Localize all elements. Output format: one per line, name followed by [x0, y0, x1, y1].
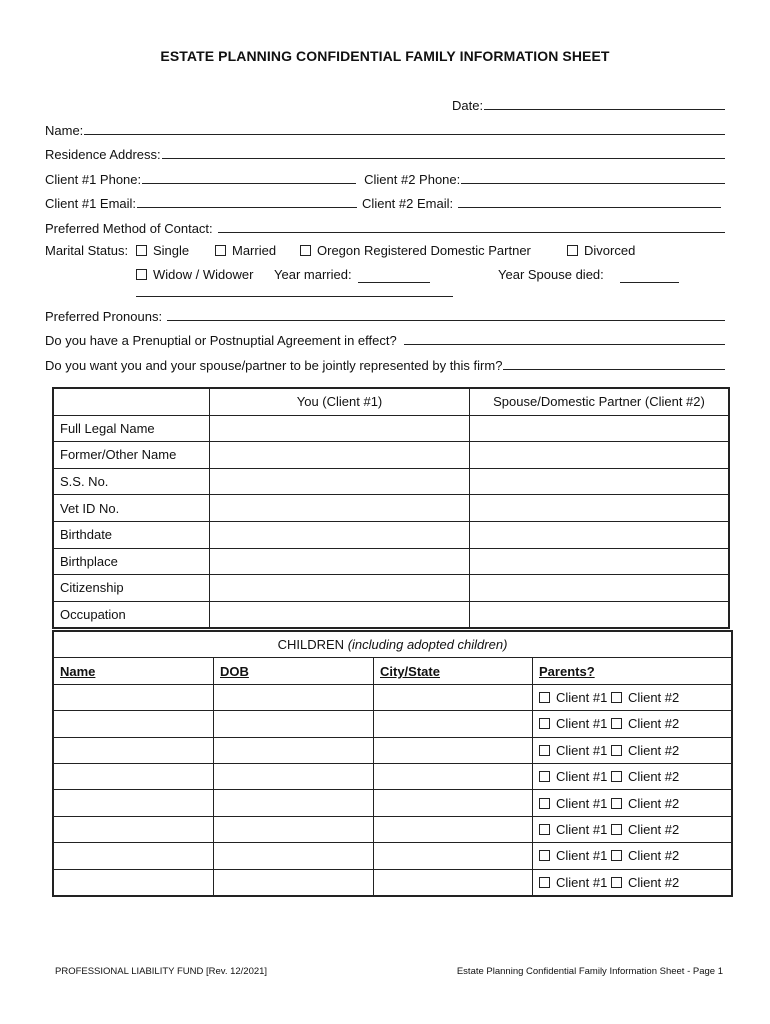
client1-cell[interactable] [210, 415, 470, 442]
table-row [53, 790, 732, 816]
name-label: Name: [45, 123, 84, 138]
child-dob-cell[interactable] [214, 737, 374, 763]
contact-row [45, 218, 725, 236]
child-name-cell[interactable] [53, 737, 214, 763]
marital-option-domestic-partner[interactable]: Oregon Registered Domestic Partner [300, 243, 531, 258]
marital-option-single[interactable]: Single [136, 243, 189, 258]
client-info-table [52, 387, 730, 629]
table-row [53, 521, 729, 548]
checkbox-icon[interactable] [539, 771, 550, 782]
child-name-cell[interactable] [53, 869, 214, 896]
checkbox-icon[interactable] [539, 745, 550, 756]
child-name-cell[interactable] [53, 763, 214, 789]
child-city-cell[interactable] [374, 869, 533, 896]
client2-cell[interactable] [470, 442, 730, 469]
parent-option-client1[interactable]: Client #1 [539, 796, 607, 811]
checkbox-icon[interactable] [611, 771, 622, 782]
parent-option-client1[interactable]: Client #1 [539, 769, 607, 784]
marital-option-widow[interactable]: Widow / Widower [136, 267, 253, 282]
checkbox-icon[interactable] [611, 850, 622, 861]
children-title: CHILDREN (including adopted children) [53, 631, 732, 658]
joint-row [45, 355, 725, 373]
client1-email-label: Client #1 Email: [45, 196, 137, 211]
child-city-cell[interactable] [374, 843, 533, 869]
parent-option-client1[interactable]: Client #1 [539, 743, 607, 758]
client1-cell[interactable] [210, 548, 470, 575]
parent-option-client1[interactable]: Client #1 [539, 716, 607, 731]
child-parents-cell [533, 790, 733, 816]
parent-option-client2[interactable]: Client #2 [611, 822, 679, 837]
pronouns-row [45, 306, 725, 324]
contact-method-field[interactable] [218, 231, 725, 233]
parent-option-client2[interactable]: Client #2 [611, 743, 679, 758]
child-name-cell[interactable] [53, 711, 214, 737]
marital-extra-line[interactable] [136, 296, 453, 297]
parent-option-client2[interactable]: Client #2 [611, 690, 679, 705]
date-field[interactable] [484, 108, 725, 110]
child-name-cell[interactable] [53, 843, 214, 869]
footer-left: PROFESSIONAL LIABILITY FUND [Rev. 12/2021] [55, 966, 268, 977]
child-dob-cell[interactable] [214, 684, 374, 710]
child-name-cell[interactable] [53, 790, 214, 816]
year-married-field[interactable] [358, 282, 430, 283]
parent-option-client2[interactable]: Client #2 [611, 875, 679, 890]
parent-option-client2[interactable]: Client #2 [611, 796, 679, 811]
joint-field[interactable] [503, 368, 725, 370]
name-field[interactable] [84, 133, 725, 135]
checkbox-icon[interactable] [215, 245, 226, 256]
child-city-cell[interactable] [374, 737, 533, 763]
table-row [53, 816, 732, 842]
table-header-cell [53, 388, 210, 415]
row-label: Occupation [53, 601, 210, 628]
checkbox-icon[interactable] [539, 850, 550, 861]
child-parents-cell [533, 684, 733, 710]
table-row [53, 843, 732, 869]
checkbox-icon[interactable] [539, 798, 550, 809]
client1-cell[interactable] [210, 495, 470, 522]
table-row [53, 869, 732, 896]
year-spouse-died-field[interactable] [620, 282, 679, 283]
footer-right: Estate Planning Confidential Family Information Sheet - Page 1 [456, 966, 723, 977]
client2-cell[interactable] [470, 415, 730, 442]
child-city-cell[interactable] [374, 763, 533, 789]
residence-label: Residence Address: [45, 147, 161, 162]
child-city-cell[interactable] [374, 684, 533, 710]
table-header-cell: You (Client #1) [210, 388, 470, 415]
row-label: Full Legal Name [53, 415, 210, 442]
child-dob-cell[interactable] [214, 763, 374, 789]
row-label: S.S. No. [53, 468, 210, 495]
children-header-row [53, 658, 732, 684]
client1-cell[interactable] [210, 442, 470, 469]
row-label: Birthplace [53, 548, 210, 575]
child-parents-cell [533, 816, 733, 842]
child-dob-cell[interactable] [214, 711, 374, 737]
child-dob-cell[interactable] [214, 816, 374, 842]
email-row [45, 193, 721, 211]
client2-cell[interactable] [470, 521, 730, 548]
row-label: Citizenship [53, 575, 210, 602]
checkbox-icon[interactable] [567, 245, 578, 256]
client1-cell[interactable] [210, 575, 470, 602]
checkbox-icon[interactable] [539, 692, 550, 703]
child-dob-cell[interactable] [214, 790, 374, 816]
year-spouse-died-label: Year Spouse died: [498, 267, 604, 282]
checkbox-icon[interactable] [300, 245, 311, 256]
table-row [53, 601, 729, 628]
checkbox-icon[interactable] [611, 745, 622, 756]
pronouns-label: Preferred Pronouns: [45, 309, 163, 324]
child-dob-cell[interactable] [214, 843, 374, 869]
marital-option-divorced[interactable]: Divorced [567, 243, 635, 258]
child-parents-cell [533, 843, 733, 869]
prenup-row [45, 330, 725, 348]
residence-field[interactable] [162, 157, 725, 159]
table-header-cell: Parents? [533, 658, 733, 684]
table-header-cell: Name [53, 658, 214, 684]
child-name-cell[interactable] [53, 684, 214, 710]
client2-cell[interactable] [470, 468, 730, 495]
marital-status-label: Marital Status: [45, 243, 129, 258]
name-row [45, 120, 725, 138]
date-row [452, 95, 725, 113]
checkbox-icon[interactable] [611, 718, 622, 729]
client2-cell[interactable] [470, 495, 730, 522]
pronouns-field[interactable] [167, 319, 725, 321]
parent-option-client1[interactable]: Client #1 [539, 690, 607, 705]
client2-cell[interactable] [470, 601, 730, 628]
client2-phone-field[interactable] [461, 182, 725, 184]
checkbox-icon[interactable] [611, 798, 622, 809]
table-row [53, 415, 729, 442]
client2-email-label: Client #2 Email: [362, 196, 454, 211]
children-rows [53, 684, 732, 896]
parent-option-client1[interactable]: Client #1 [539, 875, 607, 890]
child-name-cell[interactable] [53, 816, 214, 842]
client1-phone-label: Client #1 Phone: [45, 172, 142, 187]
checkbox-icon[interactable] [611, 692, 622, 703]
table-row [53, 468, 729, 495]
table-row [53, 495, 729, 522]
child-parents-cell [533, 869, 733, 896]
parent-option-client1[interactable]: Client #1 [539, 822, 607, 837]
table-row [53, 737, 732, 763]
child-parents-cell [533, 737, 733, 763]
marital-option-married[interactable]: Married [215, 243, 276, 258]
joint-label: Do you want you and your spouse/partner to be jointly represented by this firm? [45, 358, 503, 373]
client1-email-field[interactable] [137, 206, 357, 208]
prenup-label: Do you have a Prenuptial or Postnuptial Agreement in effect? [45, 333, 397, 348]
children-table [52, 630, 733, 897]
checkbox-icon[interactable] [136, 269, 147, 280]
parent-option-client1[interactable]: Client #1 [539, 848, 607, 863]
child-parents-cell [533, 763, 733, 789]
checkbox-icon[interactable] [136, 245, 147, 256]
client2-email-field[interactable] [458, 206, 721, 208]
phone-row [45, 169, 725, 187]
child-dob-cell[interactable] [214, 869, 374, 896]
table-header-cell: Spouse/Domestic Partner (Client #2) [470, 388, 730, 415]
client1-cell[interactable] [210, 601, 470, 628]
contact-method-label: Preferred Method of Contact: [45, 221, 213, 236]
table-row [53, 763, 732, 789]
table-header-row [53, 388, 729, 415]
client1-cell[interactable] [210, 468, 470, 495]
child-city-cell[interactable] [374, 711, 533, 737]
table-row [53, 442, 729, 469]
client2-phone-label: Client #2 Phone: [364, 172, 461, 187]
child-city-cell[interactable] [374, 816, 533, 842]
year-married-label: Year married: [274, 267, 352, 282]
page-title: ESTATE PLANNING CONFIDENTIAL FAMILY INFORMATION SHEET [160, 48, 610, 64]
row-label: Vet ID No. [53, 495, 210, 522]
child-parents-cell [533, 711, 733, 737]
child-city-cell[interactable] [374, 790, 533, 816]
parent-option-client2[interactable]: Client #2 [611, 769, 679, 784]
table-row [53, 575, 729, 602]
client2-cell[interactable] [470, 548, 730, 575]
parent-option-client2[interactable]: Client #2 [611, 848, 679, 863]
client1-cell[interactable] [210, 521, 470, 548]
prenup-field[interactable] [404, 343, 725, 345]
checkbox-icon[interactable] [611, 824, 622, 835]
date-label: Date: [452, 98, 484, 113]
client1-phone-field[interactable] [142, 182, 356, 184]
checkbox-icon[interactable] [539, 877, 550, 888]
row-label: Birthdate [53, 521, 210, 548]
checkbox-icon[interactable] [611, 877, 622, 888]
client2-cell[interactable] [470, 575, 730, 602]
checkbox-icon[interactable] [539, 824, 550, 835]
table-row [53, 711, 732, 737]
table-row [53, 548, 729, 575]
table-header-cell: City/State [374, 658, 533, 684]
row-label: Former/Other Name [53, 442, 210, 469]
residence-row [45, 144, 725, 162]
children-title-row [53, 631, 732, 658]
table-header-cell: DOB [214, 658, 374, 684]
parent-option-client2[interactable]: Client #2 [611, 716, 679, 731]
checkbox-icon[interactable] [539, 718, 550, 729]
table-row [53, 684, 732, 710]
